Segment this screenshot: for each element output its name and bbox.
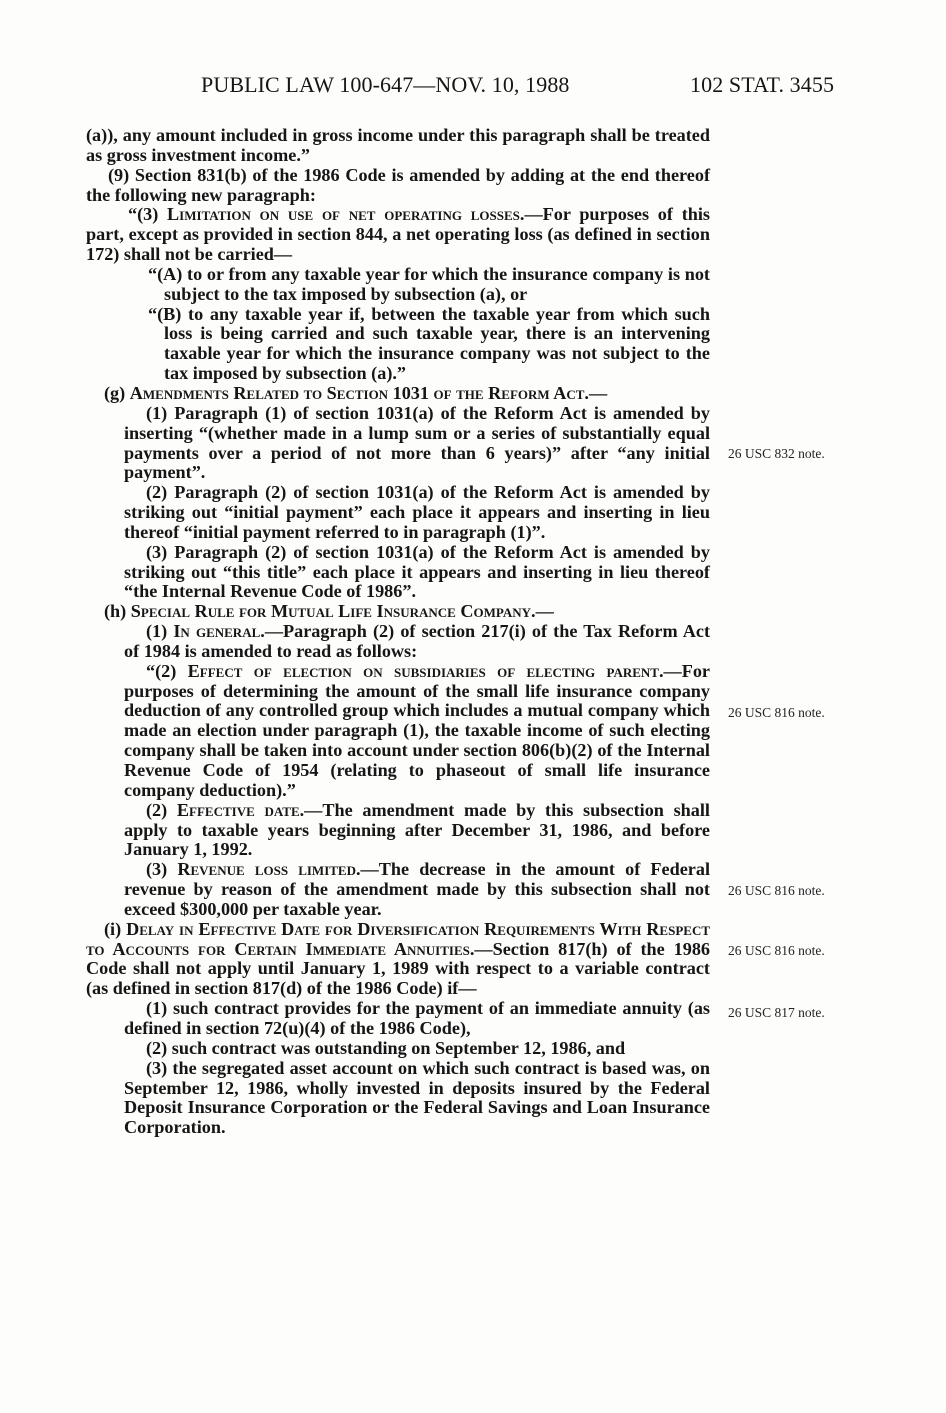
- heading-dash: —: [588, 382, 608, 403]
- paragraph-h-2: [86, 801, 710, 861]
- paragraph-text: —The amendment made by this subsection shall apply to taxable years beginning after December 31, 1986, and before January 1, 1992.: [124, 799, 710, 860]
- subparagraph-b: “(B) to any taxable year if, between the taxable year from which such loss is being carried and such taxable year, there is an intervening taxable year for which the insurance company was not subject to the tax imposed by subsection (a).”: [148, 303, 710, 384]
- subsection-label: (g): [104, 382, 130, 403]
- paragraph-g-3: (3) Paragraph (2) of section 1031(a) of the Reform Act is amended by striking out “this title” each place it appears and inserting in lieu thereof “the Internal Revenue Code of 1986”.: [124, 541, 710, 602]
- paragraph-text: —For purposes of this part, except as provided in section 844, a net operating loss (as defined in section 172) shall not be carried—: [86, 204, 711, 265]
- paragraph-label: (2): [146, 799, 177, 820]
- paragraph-text: —The decrease in the amount of Federal revenue by reason of the amendment made by this subsection shall not exceed $300,000 per taxable year.: [124, 859, 711, 919]
- margin-note-usc-817: 26 USC 817 note.: [728, 1005, 825, 1020]
- subsection-label: (h): [104, 601, 131, 622]
- paragraph-continuation: (a)), any amount included in gross income under this paragraph shall be treated as gross investment income.”: [86, 125, 710, 165]
- document-body: [86, 126, 710, 1138]
- paragraph-g-1: (1) Paragraph (1) of section 1031(a) of the Reform Act is amended by inserting “(whether made in a lump sum or a series of substantially equal payments over a period of not more than 6 years)” after “any initial payment”.: [124, 402, 710, 483]
- paragraph-text: —For purposes of determining the amount of the small life insurance company deduction of any controlled group which includes a mutual company which made an election under paragraph (1), the taxable income of such electing company shall be taken into account under section 806(b)(2) of the Internal Revenue Code of 1954 (relating to phaseout of small life insurance company deduction).”: [124, 660, 710, 800]
- subsection-i: [86, 920, 710, 999]
- paragraph-label: (1): [146, 621, 174, 642]
- margin-note-usc-816: 26 USC 816 note.: [728, 705, 825, 720]
- subsection-heading: Special Rule for Mutual Life Insurance Company.: [130, 601, 536, 622]
- paragraph-h-3: [86, 860, 710, 920]
- paragraph-heading: In general.: [173, 621, 265, 642]
- paragraph-heading: Revenue loss limited.: [177, 859, 361, 880]
- margin-note-usc-816: 26 USC 816 note.: [728, 943, 825, 958]
- subsection-label: (i): [104, 918, 127, 939]
- paragraph-label: (3): [146, 859, 178, 880]
- heading-dash: —: [535, 601, 554, 622]
- paragraph-text: —Paragraph (2) of section 217(i) of the Tax Reform Act of 1984 is amended to read as follows:: [124, 621, 710, 661]
- subsection-heading: Amendments Related to Section 1031 of the Reform Act.: [129, 382, 589, 403]
- paragraph-i-1: (1) such contract provides for the payment of an immediate annuity (as defined in section 72(u)(4) of the 1986 Code),: [124, 998, 710, 1038]
- subparagraph-a: “(A) to or from any taxable year for which the insurance company is not subject to the tax imposed by subsection (a), or: [148, 263, 710, 304]
- margin-note-usc-832: 26 USC 832 note.: [728, 446, 825, 461]
- paragraph-heading: “(3) Limitation on use of net operating losses.: [128, 204, 525, 225]
- paragraph-i-3: (3) the segregated asset account on which such contract is based was, on September 12, 1986, wholly invested in deposits insured by the Federal Deposit Insurance Corporation or the Federal Savings and Loan Insurance Corporation.: [124, 1057, 710, 1138]
- subsection-heading: Delay in Effective Date for Diversification Requirements With Respect to Accounts for Certain Immediate Annuities.: [86, 918, 710, 959]
- running-header-title: PUBLIC LAW 100-647—NOV. 10, 1988: [201, 72, 570, 97]
- running-header-page-number: 102 STAT. 3455: [690, 72, 835, 97]
- paragraph-heading: “(2) Effect of election on subsidiaries of electing parent.: [146, 660, 664, 681]
- paragraph-heading: Effective date.: [176, 799, 305, 820]
- paragraph-g-2: (2) Paragraph (2) of section 1031(a) of the Reform Act is amended by striking out “initial payment” each place it appears and inserting in lieu thereof “initial payment referred to in paragraph (1)”.: [124, 482, 710, 542]
- quoted-paragraph-2: [86, 662, 710, 801]
- paragraph-h-1: [86, 622, 710, 662]
- subsection-g-heading: [86, 384, 710, 404]
- subsection-h-heading: [86, 602, 710, 622]
- paragraph-limitation-nol: [86, 205, 710, 265]
- paragraph-i-2: (2) such contract was outstanding on September 12, 1986, and: [146, 1037, 626, 1058]
- subsection-text: —Section 817(h) of the 1986 Code shall not apply until January 1, 1989 with respect to a variable contract (as defined in section 817(d) of the 1986 Code) if—: [86, 938, 711, 999]
- paragraph-9: (9) Section 831(b) of the 1986 Code is amended by adding at the end thereof the following new paragraph:: [86, 164, 710, 205]
- margin-note-usc-816: 26 USC 816 note.: [728, 883, 825, 898]
